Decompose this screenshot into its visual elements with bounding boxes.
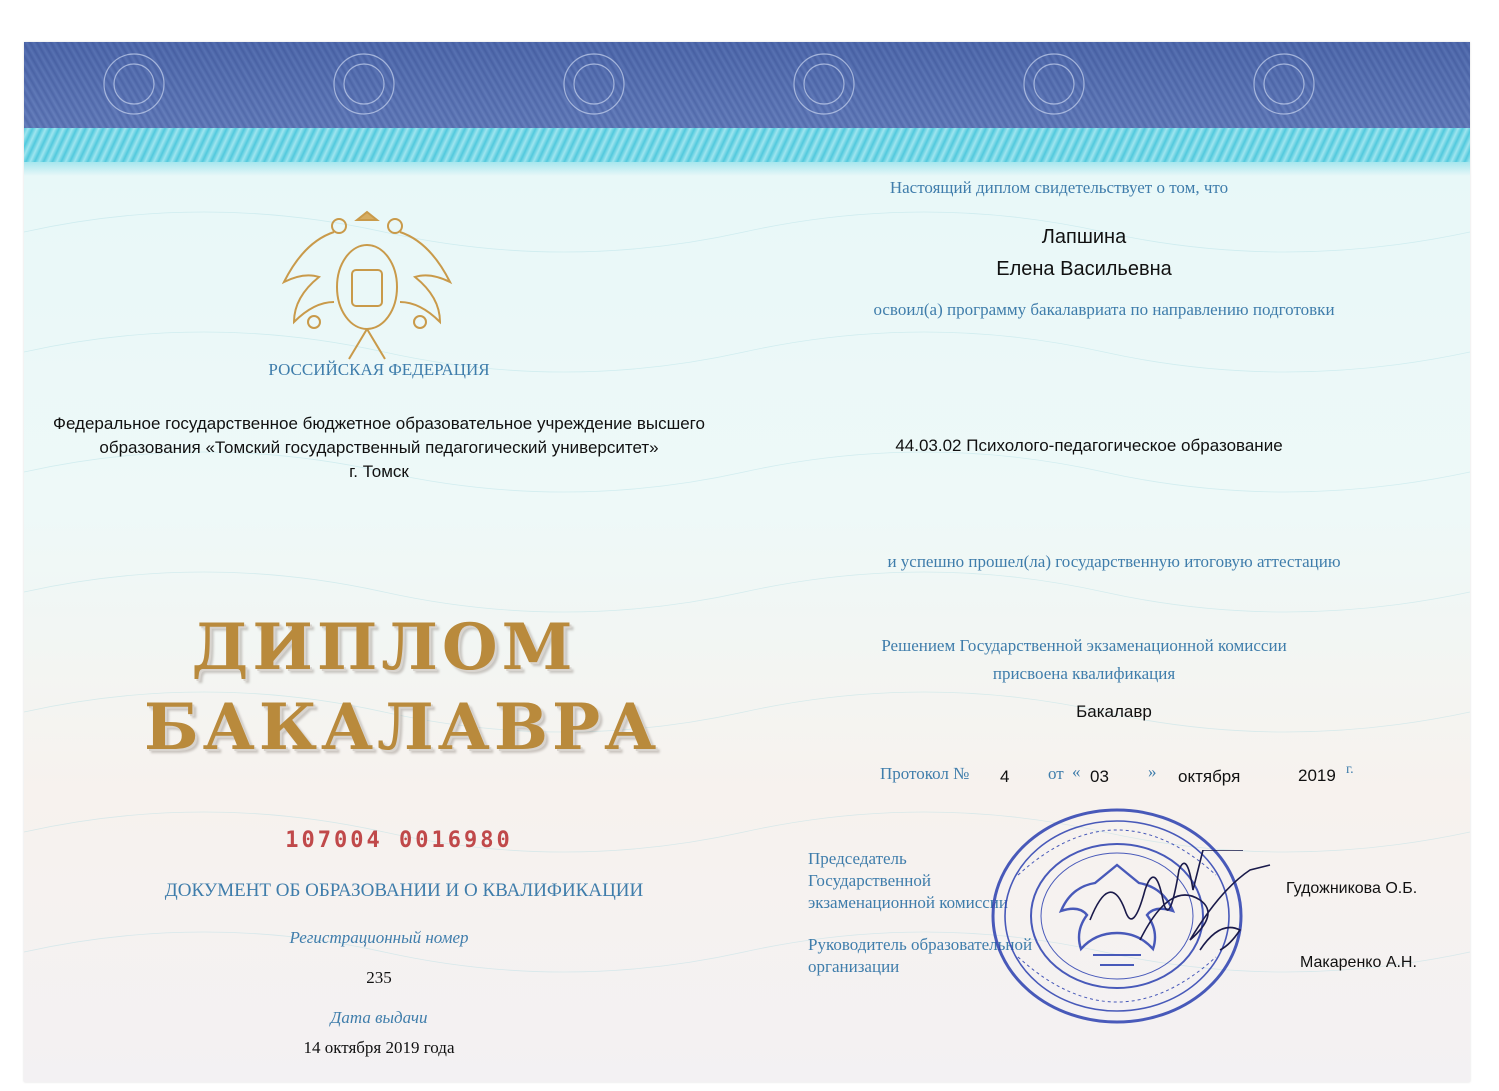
- recipient-name: Елена Васильевна: [996, 258, 1172, 280]
- head-title-line-2: организации: [808, 957, 900, 976]
- decision-line-2: присвоена квалификация: [992, 664, 1176, 683]
- head-name: Макаренко А.Н.: [1300, 954, 1417, 971]
- registration-number: 235: [366, 968, 392, 987]
- protocol-number: 4: [1000, 767, 1010, 786]
- mastered-text: освоил(а) программу бакалавриата по направлению подготовки: [873, 300, 1335, 319]
- protocol-label: Протокол №: [880, 764, 970, 783]
- registration-label: Регистрационный номер: [289, 928, 469, 947]
- issue-date-value: 14 октября 2019 года: [303, 1038, 455, 1057]
- document-type-label: ДОКУМЕНТ ОБ ОБРАЗОВАНИИ И О КВАЛИФИКАЦИИ: [164, 880, 644, 901]
- protocol-row: [880, 762, 1400, 792]
- chair-title-line-3: экзаменационной комиссии: [808, 893, 1008, 912]
- rosette-pattern: [24, 42, 1470, 128]
- chair-title-line-1: Председатель: [808, 849, 907, 868]
- institution-line-1: Федеральное государственное бюджетное образовательное учреждение высшего: [53, 414, 705, 433]
- chair-name: Гудожникова О.Б.: [1286, 880, 1418, 897]
- protocol-month: октября: [1178, 767, 1241, 786]
- protocol-from: от: [1048, 764, 1064, 783]
- head-title-line-1: Руководитель образовательной: [808, 935, 1033, 954]
- decision-block: [824, 632, 1344, 688]
- double-headed-eagle-icon: [274, 192, 460, 368]
- protocol-day: 03: [1090, 767, 1109, 786]
- certifies-text: Настоящий диплом свидетельствует о том, что: [889, 178, 1229, 197]
- diploma-title-line-1: ДИПЛОМ: [191, 610, 577, 685]
- institution-line-2: образования «Томский государственный педагогический университет»: [99, 438, 659, 457]
- protocol-quote-close: »: [1148, 762, 1157, 781]
- attestation-text: и успешно прошел(ла) государственную итоговую аттестацию: [887, 552, 1341, 571]
- decision-line-1: Решением Государственной экзаменационной комиссии: [881, 636, 1287, 655]
- qualification-value: Бакалавр: [1076, 702, 1152, 721]
- recipient-surname: Лапшина: [1041, 226, 1127, 248]
- decorative-cyan-band: [24, 128, 1470, 162]
- protocol-year-suffix: г.: [1346, 762, 1354, 777]
- institution-city: г. Томск: [349, 462, 409, 481]
- program-name: 44.03.02 Психолого-педагогическое образование: [895, 436, 1283, 455]
- protocol-quote-open: «: [1072, 762, 1081, 781]
- protocol-year: 2019: [1298, 766, 1336, 785]
- serial-number: 107004 0016980: [285, 828, 513, 853]
- handwritten-signature: [1080, 850, 1310, 960]
- chair-title-line-2: Государственной: [808, 871, 931, 890]
- issue-date-label: Дата выдачи: [330, 1008, 428, 1027]
- diploma-title-line-2: БАКАЛАВРА: [144, 690, 661, 765]
- country-label: РОССИЙСКАЯ ФЕДЕРАЦИЯ: [268, 360, 490, 379]
- institution-block: [24, 412, 734, 484]
